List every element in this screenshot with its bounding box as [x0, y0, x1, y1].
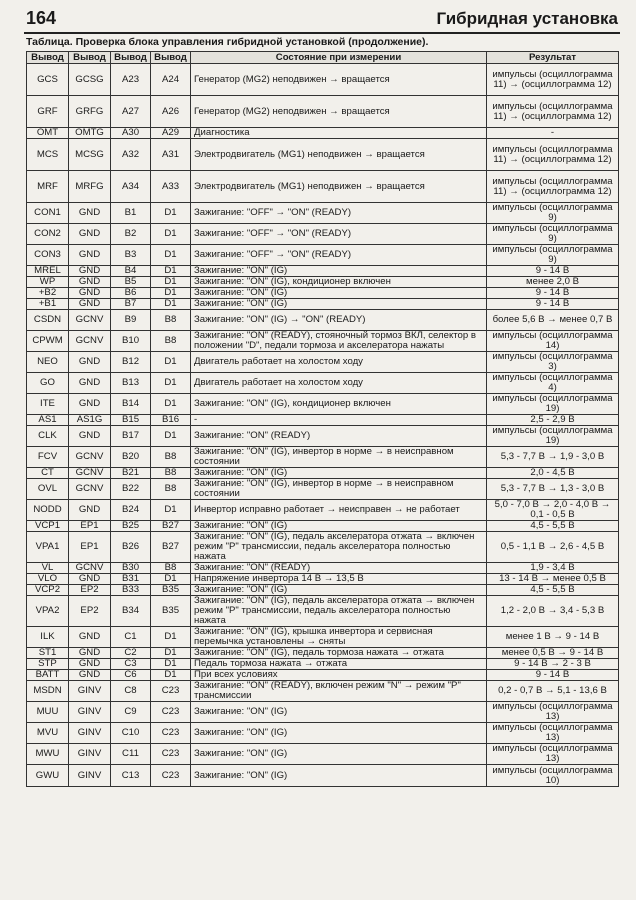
pin-cell: GND — [69, 352, 111, 373]
condition-cell: Зажигание: "ON" (IG), крышка инвертора и сервисная перемычка установлены → сняты — [191, 627, 487, 648]
pin-cell: EP1 — [69, 521, 111, 532]
pin-cell: B22 — [111, 479, 151, 500]
result-cell: импульсы (осциллограмма 11) → (осциллограмма 12) — [487, 96, 619, 128]
pin-cell: D1 — [151, 203, 191, 224]
pin-cell: CON3 — [27, 245, 69, 266]
result-cell: 4,5 - 5,5 В — [487, 521, 619, 532]
condition-cell: Педаль тормоза нажата → отжата — [191, 659, 487, 670]
pin-cell: B9 — [111, 310, 151, 331]
result-cell: менее 0,5 В → 9 - 14 В — [487, 648, 619, 659]
condition-cell: Зажигание: "ON" (IG), инвертор в норме → в неисправном состоянии — [191, 479, 487, 500]
pin-cell: GCNV — [69, 468, 111, 479]
table-row — [27, 627, 619, 648]
result-cell: 9 - 14 В — [487, 299, 619, 310]
table-row — [27, 585, 619, 596]
table-row — [27, 765, 619, 787]
pin-cell: B3 — [111, 245, 151, 266]
pin-cell: A32 — [111, 139, 151, 171]
pin-cell: GND — [69, 426, 111, 447]
pin-cell: MCSG — [69, 139, 111, 171]
condition-cell: Зажигание: "ON" (IG), кондиционер включен — [191, 394, 487, 415]
pin-cell: B17 — [111, 426, 151, 447]
pin-cell: GINV — [69, 744, 111, 765]
pin-cell: MVU — [27, 723, 69, 744]
condition-cell: Зажигание: "ON" (IG) — [191, 288, 487, 299]
condition-cell: Зажигание: "ON" (IG) — [191, 765, 487, 787]
result-cell: 13 - 14 В → менее 0,5 В — [487, 574, 619, 585]
condition-cell: Двигатель работает на холостом ходу — [191, 352, 487, 373]
pin-cell: C23 — [151, 681, 191, 702]
pin-cell: GND — [69, 288, 111, 299]
condition-cell: Диагностика — [191, 128, 487, 139]
condition-cell: Зажигание: "ON" (READY) — [191, 563, 487, 574]
condition-cell: Зажигание: "ON" (IG) — [191, 299, 487, 310]
result-cell: импульсы (осциллограмма 19) — [487, 394, 619, 415]
pin-cell: WP — [27, 277, 69, 288]
pin-cell: B14 — [111, 394, 151, 415]
pin-cell: CT — [27, 468, 69, 479]
condition-cell: Электродвигатель (MG1) неподвижен → вращается — [191, 139, 487, 171]
table-row — [27, 426, 619, 447]
table-row — [27, 723, 619, 744]
condition-cell: Зажигание: "ON" (READY), стояночный тормоз ВКЛ, селектор в положении "D", педали тормоза и акселератора нажаты — [191, 331, 487, 352]
pin-cell: ST1 — [27, 648, 69, 659]
condition-cell: Зажигание: "ON" (IG) — [191, 266, 487, 277]
pin-cell: GRFG — [69, 96, 111, 128]
pin-cell: GCNV — [69, 310, 111, 331]
result-cell: 0,5 - 1,1 В → 2,6 - 4,5 В — [487, 532, 619, 563]
pin-cell: B2 — [111, 224, 151, 245]
result-cell: 9 - 14 В → 2 - 3 В — [487, 659, 619, 670]
result-cell: импульсы (осциллограмма 13) — [487, 744, 619, 765]
pin-cell: D1 — [151, 659, 191, 670]
table-row — [27, 96, 619, 128]
table-row — [27, 479, 619, 500]
pin-cell: B10 — [111, 331, 151, 352]
condition-cell: Зажигание: "ON" (IG) — [191, 585, 487, 596]
pin-cell: B35 — [151, 596, 191, 627]
pin-cell: C23 — [151, 765, 191, 787]
pin-cell: GND — [69, 203, 111, 224]
column-header: Состояние при измерении — [191, 52, 487, 64]
pin-cell: D1 — [151, 352, 191, 373]
result-cell: импульсы (осциллограмма 13) — [487, 702, 619, 723]
result-cell: 9 - 14 В — [487, 266, 619, 277]
result-cell: импульсы (осциллограмма 3) — [487, 352, 619, 373]
pin-cell: GCNV — [69, 447, 111, 468]
result-cell: 9 - 14 В — [487, 670, 619, 681]
result-cell: 9 - 14 В — [487, 288, 619, 299]
pin-cell: MWU — [27, 744, 69, 765]
table-row — [27, 563, 619, 574]
pin-cell: GCNV — [69, 479, 111, 500]
table-row — [27, 245, 619, 266]
table-row — [27, 310, 619, 331]
table-row — [27, 574, 619, 585]
result-cell: - — [487, 128, 619, 139]
result-cell: импульсы (осциллограмма 11) → (осциллограмма 12) — [487, 64, 619, 96]
pin-cell: B1 — [111, 203, 151, 224]
result-cell: импульсы (осциллограмма 4) — [487, 373, 619, 394]
condition-cell: Зажигание: "ON" (IG), кондиционер включен — [191, 277, 487, 288]
pin-cell: OMT — [27, 128, 69, 139]
pin-cell: OMTG — [69, 128, 111, 139]
column-header: Результат — [487, 52, 619, 64]
condition-cell: Зажигание: "ON" (IG) — [191, 468, 487, 479]
condition-cell: Зажигание: "ON" (IG), педаль акселератора отжата → включен режим "P" трансмиссии, педаль акселератора полностью нажата — [191, 532, 487, 563]
pin-cell: +B1 — [27, 299, 69, 310]
pin-cell: EP2 — [69, 596, 111, 627]
result-cell: импульсы (осциллограмма 19) — [487, 426, 619, 447]
pin-cell: GND — [69, 394, 111, 415]
pin-cell: D1 — [151, 648, 191, 659]
result-cell: 2,0 - 4,5 В — [487, 468, 619, 479]
pin-cell: A34 — [111, 171, 151, 203]
pin-cell: D1 — [151, 500, 191, 521]
pin-cell: C23 — [151, 723, 191, 744]
table-row — [27, 468, 619, 479]
condition-cell: Инвертор исправно работает → неисправен → не работает — [191, 500, 487, 521]
pin-cell: GND — [69, 245, 111, 266]
result-cell: 5,3 - 7,7 В → 1,9 - 3,0 В — [487, 447, 619, 468]
table-row — [27, 744, 619, 765]
result-cell: 5,0 - 7,0 В → 2,0 - 4,0 В → 0,1 - 0,5 В — [487, 500, 619, 521]
pin-cell: C9 — [111, 702, 151, 723]
column-header: Вывод — [27, 52, 69, 64]
pin-cell: NODD — [27, 500, 69, 521]
pin-cell: B6 — [111, 288, 151, 299]
result-cell: более 5,6 В → менее 0,7 В — [487, 310, 619, 331]
pin-cell: MRFG — [69, 171, 111, 203]
pin-cell: C6 — [111, 670, 151, 681]
pin-cell: D1 — [151, 627, 191, 648]
table-row — [27, 224, 619, 245]
pin-cell: GINV — [69, 702, 111, 723]
pin-cell: MSDN — [27, 681, 69, 702]
condition-cell: Зажигание: "OFF" → "ON" (READY) — [191, 203, 487, 224]
table-body — [27, 64, 619, 787]
pin-cell: GCNV — [69, 331, 111, 352]
pin-cell: VCP1 — [27, 521, 69, 532]
condition-cell: Зажигание: "ON" (IG), педаль акселератора отжата → включен режим "P" трансмиссии, педаль акселератора полностью нажата — [191, 596, 487, 627]
result-cell: 1,2 - 2,0 В → 3,4 - 5,3 В — [487, 596, 619, 627]
pin-cell: BATT — [27, 670, 69, 681]
pin-cell: A24 — [151, 64, 191, 96]
pin-cell: C23 — [151, 744, 191, 765]
pin-cell: MRF — [27, 171, 69, 203]
condition-cell: Зажигание: "ON" (READY), включен режим "N" → режим "P" трансмиссии — [191, 681, 487, 702]
pin-cell: D1 — [151, 224, 191, 245]
pin-cell: GCS — [27, 64, 69, 96]
condition-cell: Зажигание: "ON" (IG) → "ON" (READY) — [191, 310, 487, 331]
condition-cell: Электродвигатель (MG1) неподвижен → вращается — [191, 171, 487, 203]
pin-cell: D1 — [151, 670, 191, 681]
condition-cell: Зажигание: "ON" (IG), инвертор в норме → в неисправном состоянии — [191, 447, 487, 468]
pin-cell: VL — [27, 563, 69, 574]
pin-cell: GND — [69, 266, 111, 277]
page-title: Гибридная установка — [436, 9, 618, 28]
pin-cell: B8 — [151, 331, 191, 352]
pin-cell: D1 — [151, 373, 191, 394]
pin-cell: C2 — [111, 648, 151, 659]
pin-cell: GND — [69, 627, 111, 648]
pin-cell: MUU — [27, 702, 69, 723]
pin-cell: CSDN — [27, 310, 69, 331]
condition-cell: Зажигание: "ON" (IG) — [191, 702, 487, 723]
table-row — [27, 373, 619, 394]
pin-cell: VLO — [27, 574, 69, 585]
condition-cell: Напряжение инвертора 14 В → 13,5 В — [191, 574, 487, 585]
pin-cell: B12 — [111, 352, 151, 373]
pin-cell: A26 — [151, 96, 191, 128]
result-cell: импульсы (осциллограмма 14) — [487, 331, 619, 352]
pin-cell: MCS — [27, 139, 69, 171]
condition-cell: При всех условиях — [191, 670, 487, 681]
pin-cell: D1 — [151, 299, 191, 310]
pin-cell: ILK — [27, 627, 69, 648]
result-cell: 0,2 - 0,7 В → 5,1 - 13,6 В — [487, 681, 619, 702]
pin-cell: C11 — [111, 744, 151, 765]
result-cell: импульсы (осциллограмма 9) — [487, 203, 619, 224]
pin-cell: B15 — [111, 415, 151, 426]
pin-cell: C8 — [111, 681, 151, 702]
table-row — [27, 521, 619, 532]
result-cell: 5,3 - 7,7 В → 1,3 - 3,0 В — [487, 479, 619, 500]
pin-cell: C10 — [111, 723, 151, 744]
pin-cell: B31 — [111, 574, 151, 585]
condition-cell: Зажигание: "ON" (IG) — [191, 744, 487, 765]
pin-cell: MREL — [27, 266, 69, 277]
table-row — [27, 394, 619, 415]
pin-cell: GCSG — [69, 64, 111, 96]
column-header: Вывод — [111, 52, 151, 64]
pin-cell: GND — [69, 373, 111, 394]
pin-cell: D1 — [151, 266, 191, 277]
pin-cell: GWU — [27, 765, 69, 787]
result-cell: импульсы (осциллограмма 11) → (осциллограмма 12) — [487, 171, 619, 203]
table-row — [27, 288, 619, 299]
pin-cell: GRF — [27, 96, 69, 128]
pin-cell: A29 — [151, 128, 191, 139]
pin-cell: GND — [69, 574, 111, 585]
pin-cell: C3 — [111, 659, 151, 670]
table-row — [27, 299, 619, 310]
table-row — [27, 447, 619, 468]
pin-cell: GINV — [69, 765, 111, 787]
table-row — [27, 139, 619, 171]
pin-cell: GND — [69, 648, 111, 659]
pin-cell: D1 — [151, 245, 191, 266]
pin-cell: A23 — [111, 64, 151, 96]
pin-cell: GINV — [69, 681, 111, 702]
pin-cell: NEO — [27, 352, 69, 373]
condition-cell: Зажигание: "OFF" → "ON" (READY) — [191, 224, 487, 245]
pin-cell: D1 — [151, 277, 191, 288]
result-cell: импульсы (осциллограмма 11) → (осциллограмма 12) — [487, 139, 619, 171]
pin-cell: B25 — [111, 521, 151, 532]
table-row — [27, 128, 619, 139]
page-header — [24, 6, 620, 34]
pin-cell: B35 — [151, 585, 191, 596]
table-row — [27, 331, 619, 352]
pin-cell: GND — [69, 659, 111, 670]
pin-cell: D1 — [151, 288, 191, 299]
pin-cell: B8 — [151, 310, 191, 331]
table-row — [27, 648, 619, 659]
pin-cell: GND — [69, 299, 111, 310]
pin-cell: B34 — [111, 596, 151, 627]
pin-cell: AS1G — [69, 415, 111, 426]
condition-cell: - — [191, 415, 487, 426]
condition-cell: Генератор (MG2) неподвижен → вращается — [191, 96, 487, 128]
pin-cell: AS1 — [27, 415, 69, 426]
pin-cell: B8 — [151, 447, 191, 468]
pin-cell: A30 — [111, 128, 151, 139]
table-row — [27, 500, 619, 521]
pin-cell: GCNV — [69, 563, 111, 574]
pin-cell: B27 — [151, 521, 191, 532]
pin-cell: VPA1 — [27, 532, 69, 563]
pin-cell: CLK — [27, 426, 69, 447]
pin-cell: VCP2 — [27, 585, 69, 596]
condition-cell: Зажигание: "OFF" → "ON" (READY) — [191, 245, 487, 266]
pin-cell: A27 — [111, 96, 151, 128]
pin-cell: B16 — [151, 415, 191, 426]
pin-cell: B26 — [111, 532, 151, 563]
pin-cell: OVL — [27, 479, 69, 500]
pin-cell: D1 — [151, 394, 191, 415]
table-row — [27, 659, 619, 670]
pin-cell: B8 — [151, 563, 191, 574]
pin-cell: B7 — [111, 299, 151, 310]
pin-cell: GND — [69, 670, 111, 681]
pin-cell: CPWM — [27, 331, 69, 352]
pin-cell: EP1 — [69, 532, 111, 563]
pin-cell: +B2 — [27, 288, 69, 299]
condition-cell: Зажигание: "ON" (IG), педаль тормоза нажата → отжата — [191, 648, 487, 659]
pin-cell: GND — [69, 277, 111, 288]
table-row — [27, 596, 619, 627]
result-cell: 2,5 - 2,9 В — [487, 415, 619, 426]
pin-cell: FCV — [27, 447, 69, 468]
pin-cell: B30 — [111, 563, 151, 574]
pin-cell: B24 — [111, 500, 151, 521]
table-row — [27, 415, 619, 426]
table-row — [27, 64, 619, 96]
result-cell: 1,9 - 3,4 В — [487, 563, 619, 574]
pin-cell: C1 — [111, 627, 151, 648]
pin-cell: B20 — [111, 447, 151, 468]
table-row — [27, 532, 619, 563]
pin-cell: B33 — [111, 585, 151, 596]
pin-cell: EP2 — [69, 585, 111, 596]
table-row — [27, 203, 619, 224]
table-row — [27, 352, 619, 373]
condition-cell: Генератор (MG2) неподвижен → вращается — [191, 64, 487, 96]
table-row — [27, 681, 619, 702]
result-cell: импульсы (осциллограмма 9) — [487, 224, 619, 245]
result-cell: импульсы (осциллограмма 9) — [487, 245, 619, 266]
table-header-row — [27, 52, 619, 64]
condition-cell: Зажигание: "ON" (IG) — [191, 723, 487, 744]
table-row — [27, 702, 619, 723]
pin-cell: GND — [69, 224, 111, 245]
result-cell: менее 1 В → 9 - 14 В — [487, 627, 619, 648]
pin-cell: C23 — [151, 702, 191, 723]
pin-cell: C13 — [111, 765, 151, 787]
pin-cell: GO — [27, 373, 69, 394]
pin-cell: B8 — [151, 479, 191, 500]
pin-cell: B21 — [111, 468, 151, 479]
pin-cell: GND — [69, 500, 111, 521]
table-row — [27, 670, 619, 681]
table-row — [27, 266, 619, 277]
column-header: Вывод — [69, 52, 111, 64]
pin-cell: D1 — [151, 426, 191, 447]
condition-cell: Двигатель работает на холостом ходу — [191, 373, 487, 394]
table-row — [27, 171, 619, 203]
pin-cell: B8 — [151, 468, 191, 479]
pin-cell: A31 — [151, 139, 191, 171]
column-header: Вывод — [151, 52, 191, 64]
table-row — [27, 277, 619, 288]
page-number: 164 — [26, 8, 57, 28]
condition-cell: Зажигание: "ON" (IG) — [191, 521, 487, 532]
condition-cell: Зажигание: "ON" (READY) — [191, 426, 487, 447]
pin-cell: D1 — [151, 574, 191, 585]
pin-cell: A33 — [151, 171, 191, 203]
result-cell: импульсы (осциллограмма 10) — [487, 765, 619, 787]
pin-cell: GINV — [69, 723, 111, 744]
pin-cell: B5 — [111, 277, 151, 288]
result-cell: 4,5 - 5,5 В — [487, 585, 619, 596]
pin-cell: B4 — [111, 266, 151, 277]
result-cell: импульсы (осциллограмма 13) — [487, 723, 619, 744]
measurement-table — [26, 51, 619, 787]
pin-cell: STP — [27, 659, 69, 670]
table-caption: Таблица. Проверка блока управления гибридной установкой (продолжение). — [26, 36, 429, 48]
pin-cell: B13 — [111, 373, 151, 394]
pin-cell: B27 — [151, 532, 191, 563]
pin-cell: VPA2 — [27, 596, 69, 627]
pin-cell: CON1 — [27, 203, 69, 224]
pin-cell: CON2 — [27, 224, 69, 245]
result-cell: менее 2,0 В — [487, 277, 619, 288]
pin-cell: ITE — [27, 394, 69, 415]
